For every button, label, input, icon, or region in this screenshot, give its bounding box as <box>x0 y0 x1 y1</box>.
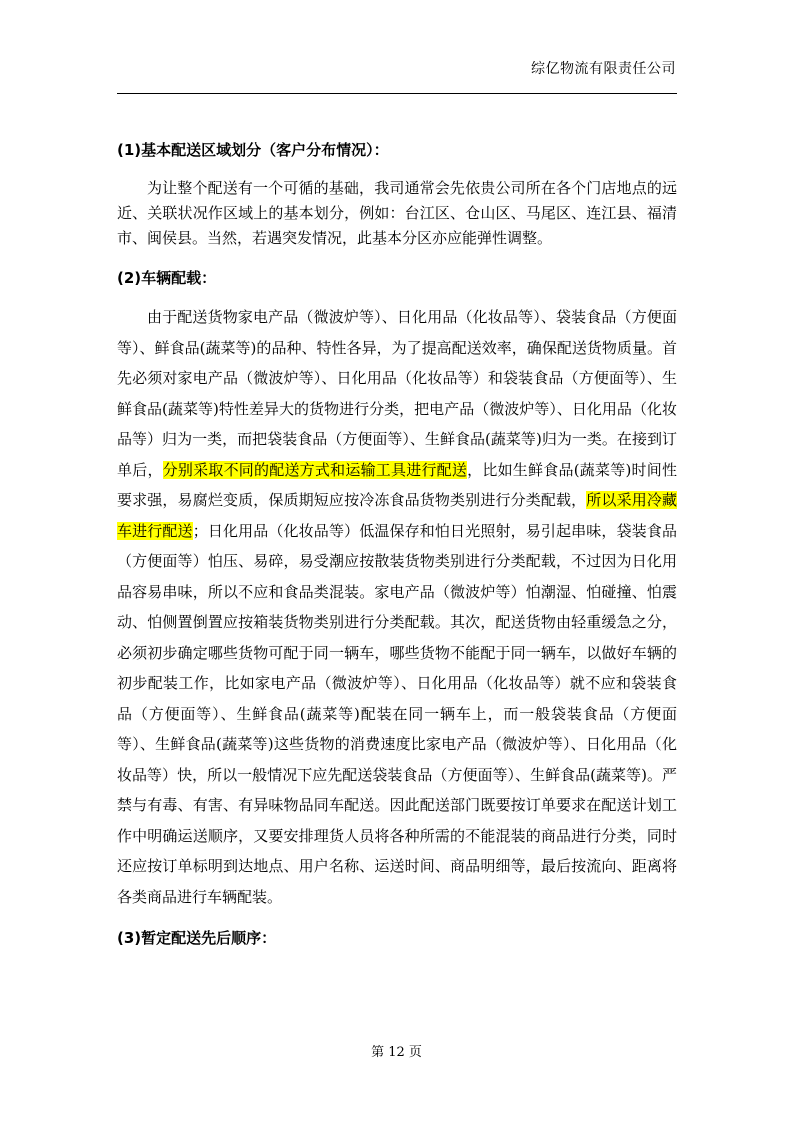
header-company-name: 综亿物流有限责任公司 <box>531 61 676 77</box>
section-1-paragraph: 为让整个配送有一个可循的基础，我司通常会先依贵公司所在各个门店地点的远近、关联状况作区域上的基本划分，例如：台江区、仓山区、马尾区、连江县、福清市、闽侯县。当然，若遇突发情况，此基本分区亦应能弹性调整。 <box>117 179 677 247</box>
section-2-text-c: ；日化用品（化妆品等）低温保存和怕日光照射，易引起串味，袋装食品（方便面等）怕压、易碎，易受潮应按散装货物类别进行分类配载，不过因为日化用品容易串味，所以不应和食品类混装。家电产品（微波炉等）怕潮湿、怕碰撞、怕震动、怕侧置倒置应按箱装货物类别进行分类配载。其次，配送货物由轻重缓急之分，必须初步确定哪些货物可配于同一辆车，哪些货物不能配于同一辆车，以做好车辆的初步配装工作，比如家电产品（微波炉等）、日化用品（化妆品等）就不应和袋装食品（方便面等）、生鲜食品(蔬菜等)配装在同一辆车上，而一般袋装食品（方便面等）、生鲜食品(蔬菜等)这些货物的消费速度比家电产品（微波炉等）、日化用品（化妆品等）快，所以一般情况下应先配送袋装食品（方便面等）、生鲜食品(蔬菜等)。严禁与有毒、有害、有异味物品同车配送。因此配送部门既要按订单要求在配送计划工作中明确运送顺序，又要安排理货人员将各种所需的不能混装的商品进行分类，同时还应按订单标明到达地点、用户名称、运送时间、商品明细等，最后按流向、距离将各类商品进行车辆配装。 <box>117 521 677 906</box>
highlighted-text-delivery-methods: 分别采取不同的配送方式和运输工具进行配送 <box>162 460 468 479</box>
section-2-heading: (2)车辆配载： <box>117 269 217 287</box>
section-3-heading: (3)暂定配送先后顺序： <box>117 929 277 947</box>
section-2-text-a: 由于配送货物家电产品（微波炉等）、日化用品（化妆品等）、袋装食品（方便面等）、鲜食品(蔬菜等)的品种、特性各异，为了提高配送效率，确保配送货物质量。首先必须对家电产品（微波炉等）、日化用品（化妆品等）和袋装食品（方便面等）、生鲜食品(蔬菜等)特性差异大的货物进行分类，把电产品（微波炉等）、日化用品（化妆品等）归为一类，而把袋装食品（方便面等）、生鲜食品(蔬菜等)归为一类。在接到订单后， <box>117 308 677 479</box>
document-body <box>117 138 677 950</box>
section-2-paragraph <box>117 302 677 912</box>
section-1-heading: (1)基本配送区域划分（客户分布情况）： <box>117 141 389 159</box>
page-number: 第 12 页 <box>371 1045 422 1060</box>
section-2-text-b: ，比如生鲜食品(蔬菜等)时间性要求强，易腐烂变质，保质期短应按冷冻食品货物类别进行分类配载， <box>117 460 677 509</box>
highlighted-text-refrigerated-truck: 所以采用冷藏车进行配送 <box>117 491 677 540</box>
header-divider <box>117 93 677 94</box>
